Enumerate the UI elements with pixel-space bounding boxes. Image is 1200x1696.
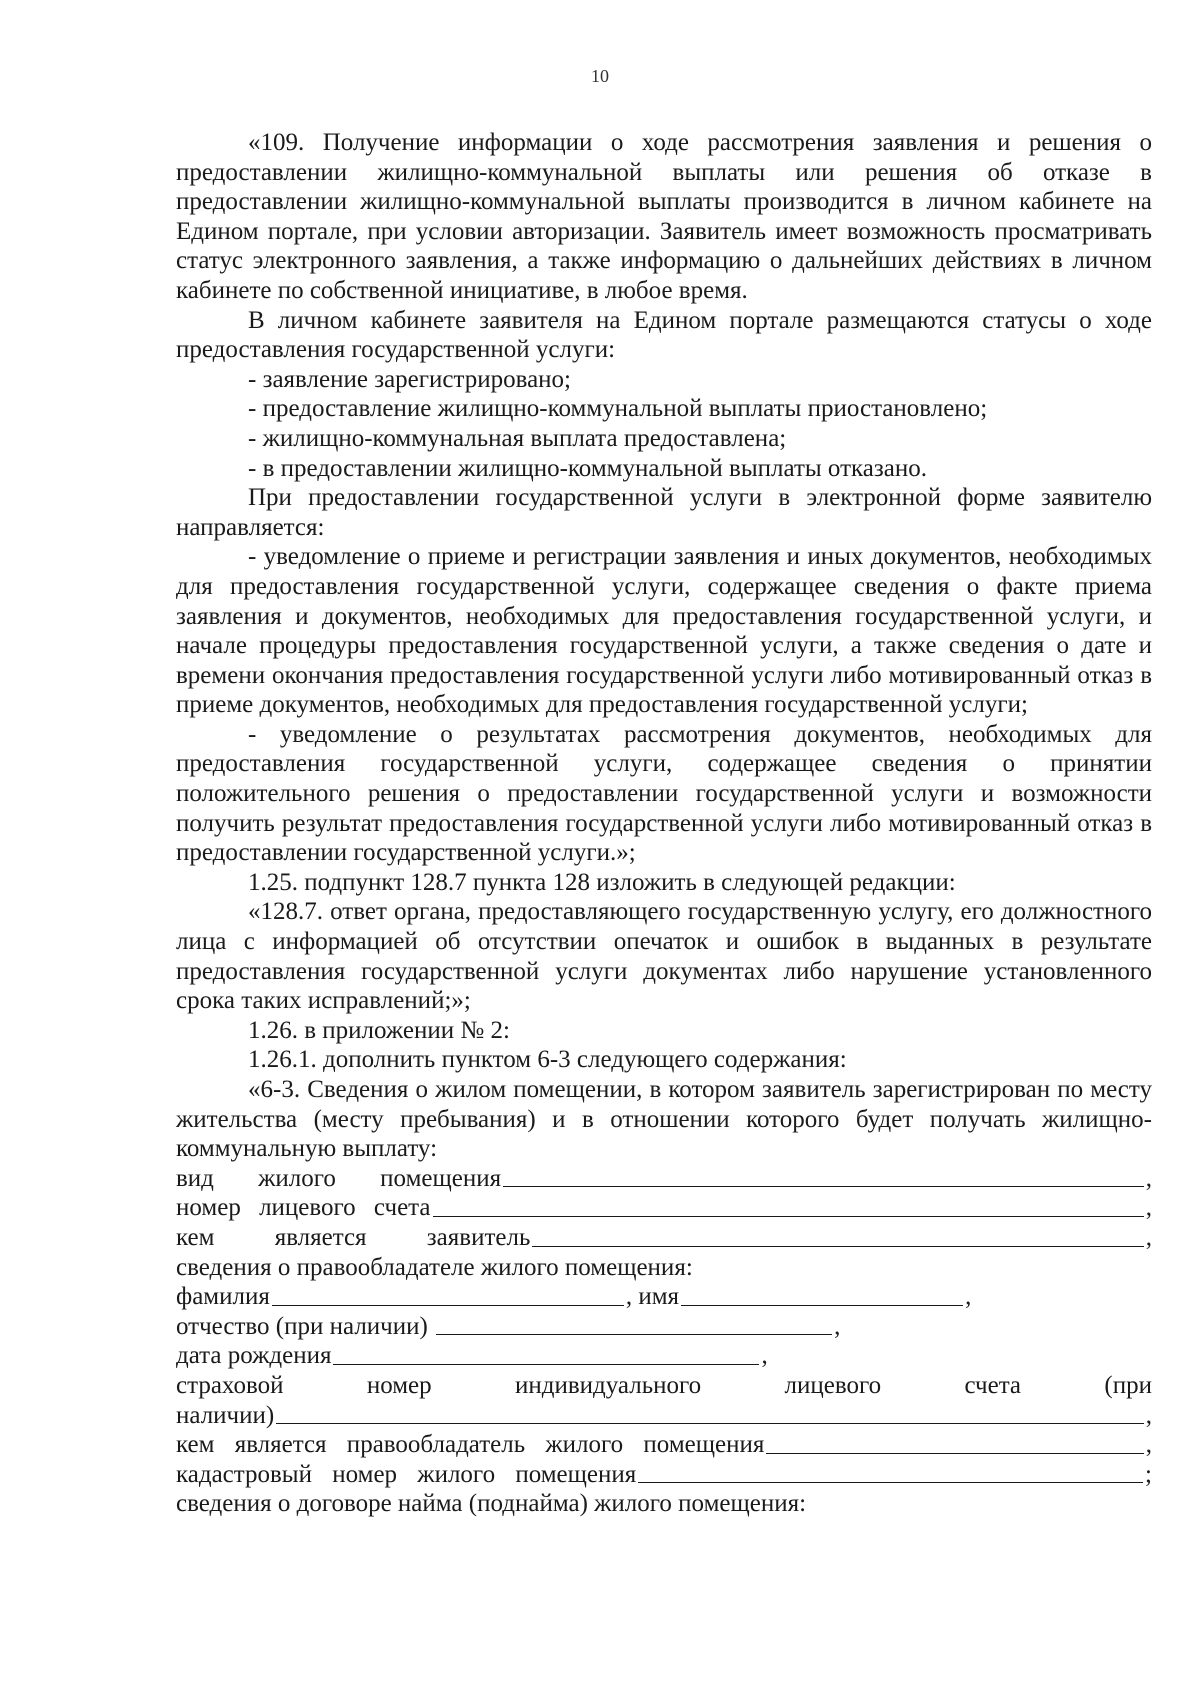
name-blank[interactable] [681, 1305, 963, 1306]
patronymic-blank[interactable] [436, 1334, 832, 1335]
electronic-intro: При предоставлении государственной услуги в электронной форме заявителю направляется: [176, 484, 1152, 541]
account-number-field [176, 1193, 1152, 1223]
item-1-26-1: 1.26.1. дополнить пунктом 6-3 следующего содержания: [248, 1046, 847, 1074]
housing-type-field [176, 1164, 1152, 1194]
status-item: - жилищно-коммунальная выплата предоставлена; [248, 424, 787, 452]
status-item: - в предоставлении жилищно-коммунальной выплаты отказано. [248, 454, 927, 482]
snils-blank[interactable] [276, 1423, 1144, 1424]
snils-word: страховой [176, 1371, 284, 1399]
housing-type-blank[interactable] [503, 1186, 1144, 1187]
owner-info-heading: сведения о правообладателе жилого помещения: [176, 1253, 693, 1281]
owner-name-fields [176, 1282, 1152, 1312]
comma: , [1145, 1223, 1152, 1251]
account-number-blank[interactable] [433, 1216, 1144, 1217]
snils-word: счета [964, 1371, 1022, 1399]
status-item: - заявление зарегистрировано; [248, 365, 571, 393]
name-label: , имя [625, 1283, 680, 1311]
semicolon: ; [1145, 1460, 1152, 1488]
cadastral-blank[interactable] [638, 1482, 1143, 1483]
applicant-role-field [176, 1223, 1152, 1253]
owner-role-field [176, 1430, 1152, 1460]
patronymic-field [176, 1312, 1152, 1342]
birthdate-blank[interactable] [333, 1364, 759, 1365]
statuses-intro: В личном кабинете заявителя на Едином портале размещаются статусы о ходе предоставления государственной услуги: [176, 306, 1152, 364]
cadastral-field [176, 1460, 1152, 1490]
snils-word: номер [366, 1371, 432, 1399]
comma: , [1145, 1401, 1152, 1429]
surname-label: фамилия [176, 1283, 270, 1311]
account-number-label: номер лицевого счета [176, 1194, 431, 1222]
cadastral-label: кадастровый номер жилого помещения [176, 1460, 637, 1488]
page-number: 10 [591, 66, 609, 86]
housing-type-label: вид жилого помещения [176, 1164, 502, 1192]
notice-results: - уведомление о результатах рассмотрения документов, необходимых для предоставления государственной услуги, содержащее сведения о принятии положительного решения о предоставлении государственной услуги и возможности получить результат предоставления государственной услуги либо мотивированный отказ в предоставлении государственной услуги.»; [176, 720, 1152, 867]
snils-field [176, 1401, 1152, 1431]
comma: , [1145, 1194, 1152, 1222]
patronymic-label: отчество (при наличии) [176, 1312, 435, 1340]
applicant-role-blank[interactable] [532, 1246, 1143, 1247]
lease-heading: сведения о договоре найма (поднайма) жилого помещения: [176, 1490, 807, 1518]
comma: , [1145, 1431, 1152, 1459]
paragraph-6-3: «6-3. Сведения о жилом помещении, в котором заявитель зарегистрирован по месту жительства (месту пребывания) и в отношении которого будет получать жилищно-коммунальную выплату: [176, 1076, 1152, 1163]
surname-blank[interactable] [272, 1305, 624, 1306]
birthdate-label: дата рождения [176, 1342, 332, 1370]
comma: , [834, 1312, 841, 1340]
status-item: - предоставление жилищно-коммунальной выплаты приостановлено; [248, 395, 988, 423]
item-1-25: 1.25. подпункт 128.7 пункта 128 изложить в следующей редакции: [248, 868, 956, 896]
comma: , [1145, 1164, 1152, 1192]
item-1-26: 1.26. в приложении № 2: [248, 1016, 510, 1044]
applicant-role-label: кем является заявитель [176, 1223, 531, 1251]
document-body [176, 128, 1152, 1519]
snils-word: лицевого [784, 1371, 882, 1399]
comma: , [761, 1342, 768, 1370]
owner-role-label: кем является правообладатель жилого помещения [176, 1431, 765, 1459]
snils-cont-label: наличии) [176, 1401, 275, 1429]
comma: , [965, 1283, 972, 1311]
owner-role-blank[interactable] [766, 1453, 1143, 1454]
snils-word: (при [1104, 1371, 1152, 1399]
paragraph-128-7: «128.7. ответ органа, предоставляющего государственную услугу, его должностного лица с информацией об отсутствии опечаток и ошибок в выданных в результате предоставления государственной услуги документах либо нарушение установленного срока таких исправлений;»; [176, 898, 1152, 1015]
snils-label-line [176, 1371, 1152, 1401]
birthdate-field [176, 1341, 1152, 1371]
snils-word: индивидуального [515, 1371, 702, 1399]
paragraph-109: «109. Получение информации о ходе рассмотрения заявления и решения о предоставлении жилищно-коммунальной выплаты или решения об отказе в предоставлении жилищно-коммунальной выплаты производится в личном кабинете на Едином портале, при условии авторизации. Заявитель имеет возможность просматривать статус электронного заявления, а также информацию о дальнейших действиях в личном кабинете по собственной инициативе, в любое время. [176, 129, 1152, 304]
notice-receipt: - уведомление о приеме и регистрации заявления и иных документов, необходимых для предоставления государственной услуги, содержащее сведения о факте приема заявления и документов, необходимых для предоставления государственной услуги, и начале процедуры предоставления государственной услуги, а также сведения о дате и времени окончания предоставления государственной услуги либо мотивированный отказ в приеме документов, необходимых для предоставления государственной услуги; [176, 543, 1152, 719]
